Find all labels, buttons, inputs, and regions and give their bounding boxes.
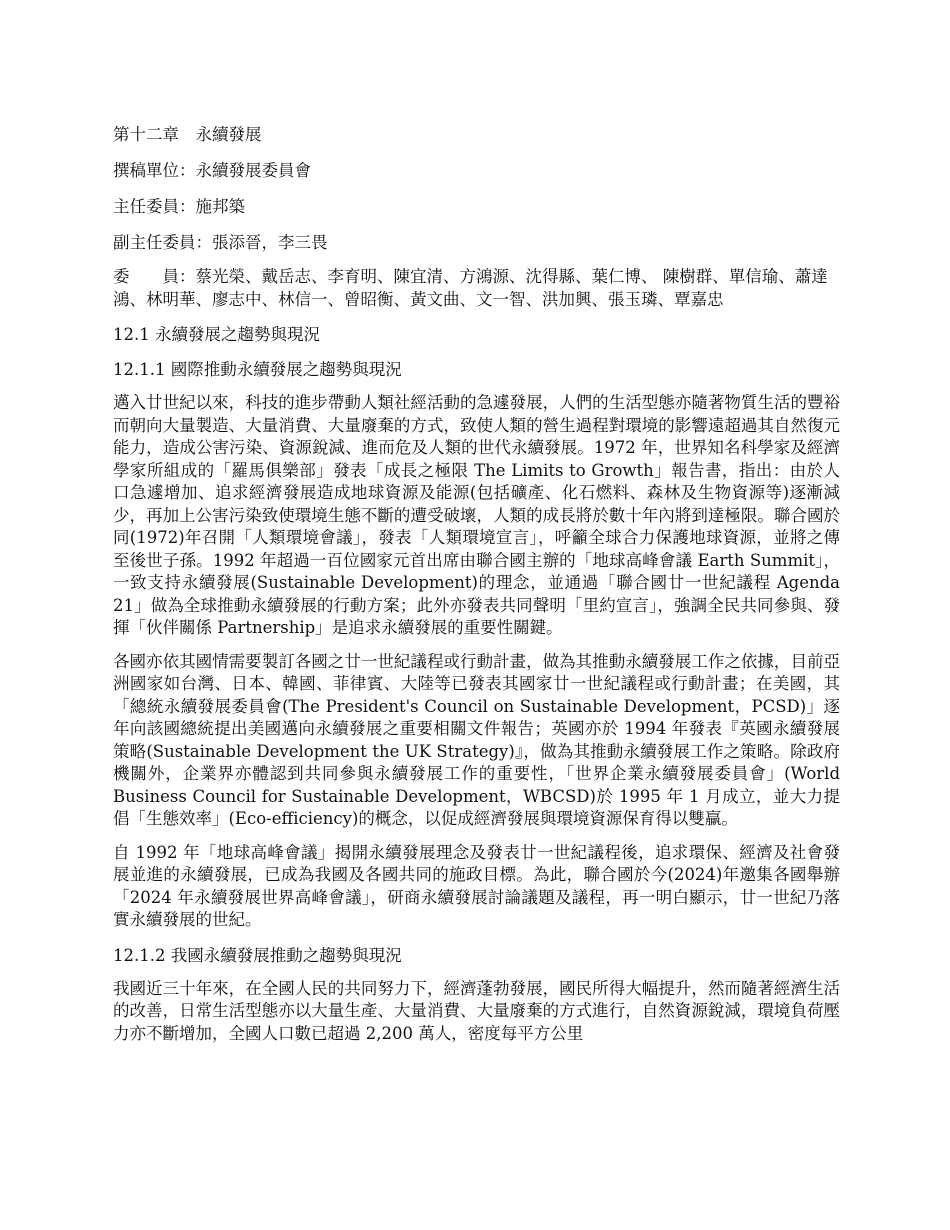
section-heading-12-1: 12.1 永續發展之趨勢與現況 [113,325,320,344]
paragraph: 我國近三十年來，在全國人民的共同努力下，經濟蓬勃發展，國民所得大幅提升，然而隨著經濟生活的改善，日常生活型態亦以大量生產、大量消費、大量廢棄的方式進行，自然資源銳減，環境負荷壓力亦不斷增加，全國人口數已超過 2,200 萬人，密度每平方公里 [113,978,840,1043]
paragraph: 邁入廿世紀以來，科技的進步帶動人類社經活動的急遽發展，人們的生活型態亦隨著物質生活的豐裕而朝向大量製造、大量消費、大量廢棄的方式，致使人類的營生過程對環境的影響遠超過其自然復元能力，造成公害污染、資源銳減、進而危及人類的世代永續發展。1972 年，世界知名科學家及經濟學家所組成的「羅馬俱樂部」發表「成長之極限 The Limits to Growth」報告書，指出：由於人口急遽增加、追求經濟發展造成地球資源及能源(包括礦產、化石燃料、森林及生物資源等)逐漸減少，再加上公害污染致使環境生態不斷的遭受破壞，人類的成長將於數十年內將到達極限。聯合國於同(1972)年召開「人類環境會議」，發表「人類環境宣言」，呼籲全球合力保護地球資源，並將之傳至後世子孫。1992 年超過一百位國家元首出席由聯合國主辦的「地球高峰會議 Earth Summit」，一致支持永續發展(Sustainable Development)的理念，並通過「聯合國廿一世紀議程 Agenda 21」做為全球推動永續發展的行動方案；此外亦發表共同聲明「里約宣言」，強調全民共同參與、發揮「伙伴關係 Partnership」是追求永續發展的重要性關鍵。 [113,393,840,637]
document-page [113,122,840,1056]
paragraph: 自 1992 年「地球高峰會議」揭開永續發展理念及發表廿一世紀議程後，追求環保、經濟及社會發展並進的永續發展，已成為我國及各國共同的施政目標。為此，聯合國於今(2024)年邀集各國舉辦「2024 年永續發展世界高峰會議」，研商永續發展討論議題及議程，再一明白顯示，廿一世紀乃落實永續發展的世紀。 [113,842,840,929]
subsection-heading-12-1-2: 12.1.2 我國永續發展推動之趨勢與現況 [113,945,402,965]
vice-chair: 副主任委員：張添晉，李三畏 [113,233,328,252]
paragraph: 各國亦依其國情需要製訂各國之廿一世紀議程或行動計畫，做為其推動永續發展工作之依據，目前亞洲國家如台灣、日本、韓國、菲律賓、大陸等已發表其國家廿一世紀議程或行動計畫；在美國，其「總統永續發展委員會(The President's Council on Sustainable Development，PCSD)」逐年向該國總統提出美國邁向永續發展之重要相關文件報告；英國亦於 1994 年發表『英國永續發展策略(Sustainable Development the UK Strategy)』，做為其推動永續發展工作之策略。除政府機關外，企業界亦體認到共同參與永續發展工作的重要性，「世界企業永續發展委員會」(World Business Council for Sustainable Development，WBCSD)於 1995 年 1 月成立，並大力提倡「生態效率」(Eco-efficiency)的概念，以促成經濟發展與環境資源保育得以雙贏。 [113,651,840,828]
committee-members: 委 員：蔡光榮、戴岳志、李育明、陳宜清、方鴻源、沈得縣、葉仁博、 陳樹群、單信瑜、蕭達鴻、林明華、廖志中、林信一、曾昭衡、黃文曲、文一智、洪加興、張玉璘、覃嘉忠 [113,267,828,309]
chapter-title: 第十二章 永續發展 [113,125,262,144]
drafting-unit: 撰稿單位：永續發展委員會 [113,161,311,180]
subsection-heading-12-1-1: 12.1.1 國際推動永續發展之趨勢與現況 [113,360,402,379]
chair: 主任委員：施邦築 [113,197,245,216]
